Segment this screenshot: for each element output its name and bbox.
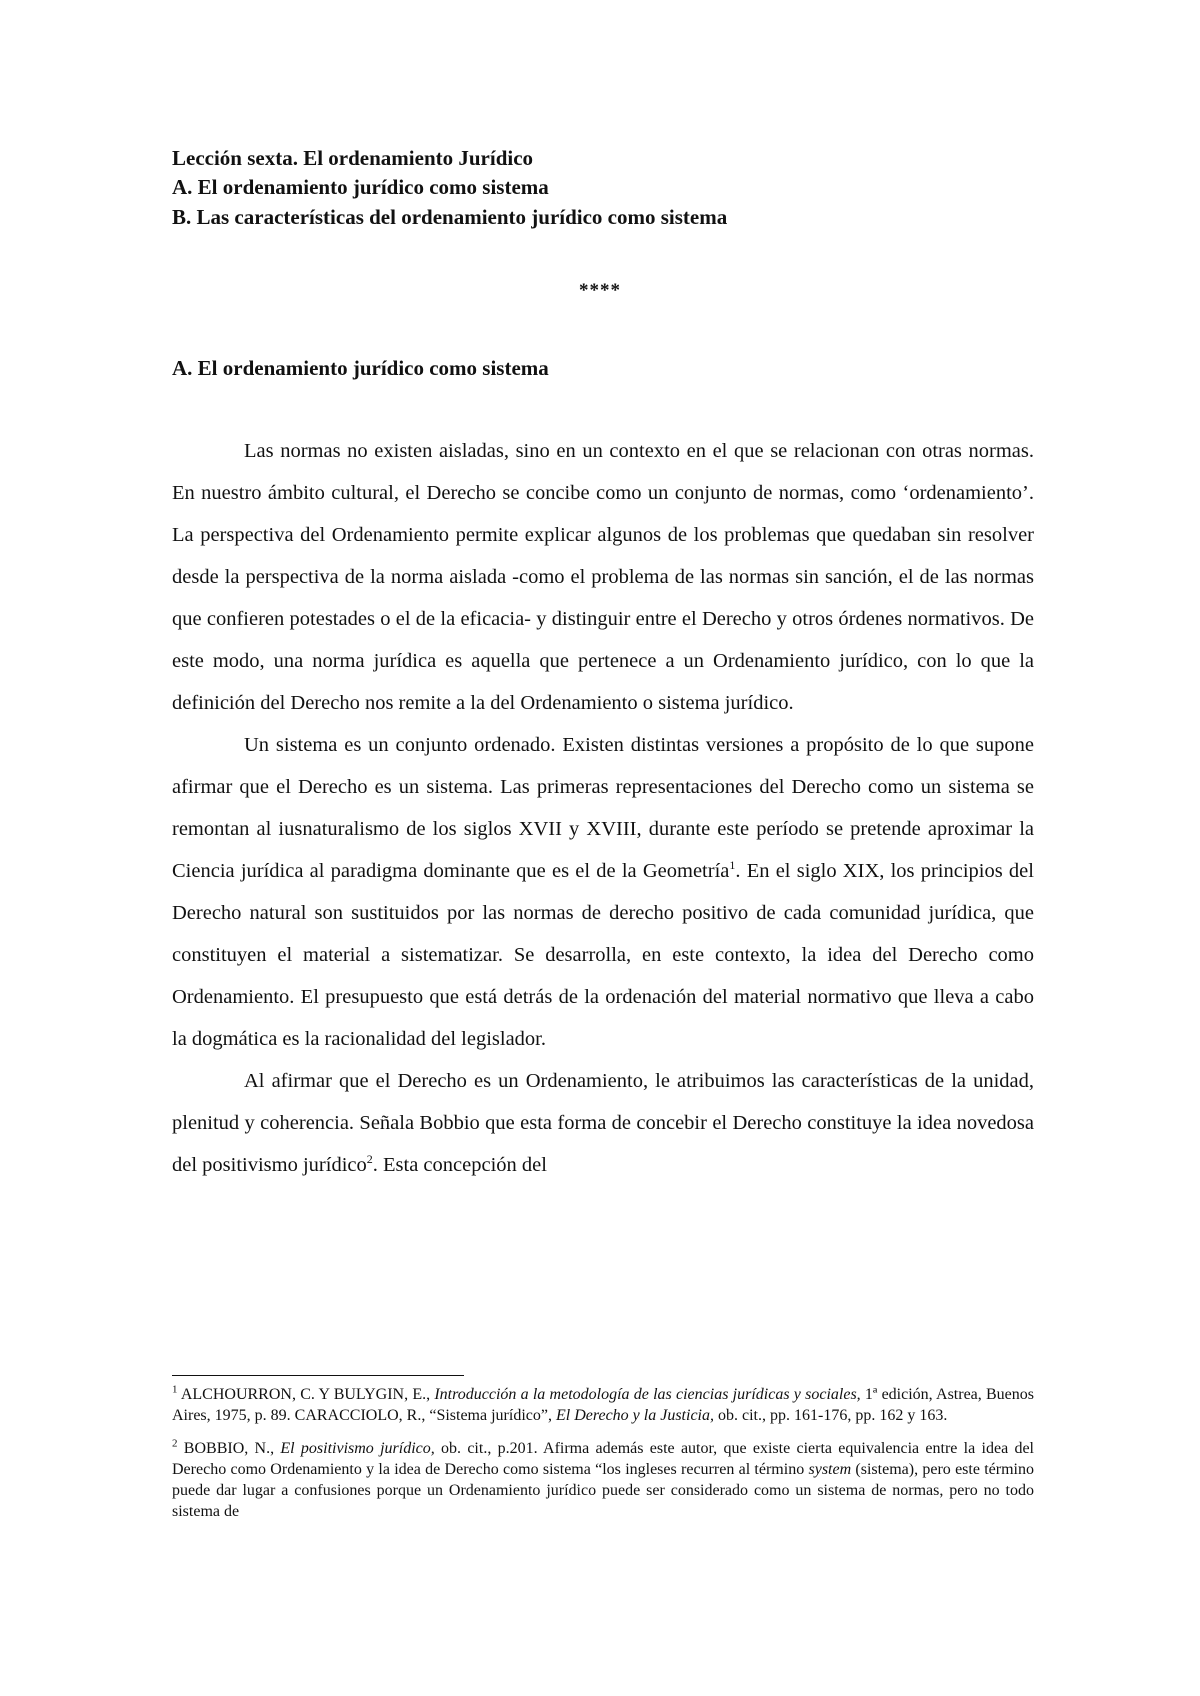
footnote-2-title-1: El positivismo jurídico, bbox=[280, 1440, 435, 1457]
footnote-2-term: system bbox=[808, 1461, 852, 1478]
section-title: A. El ordenamiento jurídico como sistema bbox=[172, 356, 549, 380]
footnote-1-text-1: ALCHOURRON, C. Y BULYGIN, E., bbox=[177, 1386, 435, 1403]
footnote-2-text-3: (sistema), pero este término puede dar lugar a confusiones porque un Ordenamiento jurídico puede ser considerado como un sistema de normas, pero no todo sistema de bbox=[172, 1461, 1035, 1520]
lesson-title: Lección sexta. El ordenamiento Jurídico bbox=[172, 146, 534, 170]
footnote-2-text-2: ob. cit., p.201. Afirma además este autor, que existe cierta equivalencia entre la idea del Derecho como Ordenamiento y la idea de Derecho como sistema “los ingleses recurren al término bbox=[172, 1440, 1035, 1478]
body-text bbox=[172, 430, 1034, 1186]
footnote-1-title-2: El Derecho y la Justicia, bbox=[555, 1407, 714, 1424]
paragraph-3-text-a: Al afirmar que el Derecho es un Ordenamiento, le atribuimos las características de la unidad, plenitud y coherencia. Señala Bobbio que esta forma de concebir el Derecho constituye la idea novedosa del positivismo jurídico bbox=[172, 1070, 1034, 1176]
paragraph-2-text-b: . En el siglo XIX, los principios del Derecho natural son sustituidos por las normas de derecho positivo de cada comunidad jurídica, que constituyen el material a sistematizar. Se desarrolla, en este contexto, la idea del Derecho como Ordenamiento. El presupuesto que está detrás de la ordenación del material normativo que lleva a cabo la dogmática es la racionalidad del legislador. bbox=[172, 860, 1034, 1050]
outline-item-b: B. Las características del ordenamiento jurídico como sistema bbox=[172, 205, 728, 229]
footnote-ref-1[interactable]: 1 bbox=[729, 858, 736, 873]
footnote-2 bbox=[172, 1438, 1034, 1522]
footnote-1-text-3: ob. cit., pp. 161-176, pp. 162 y 163. bbox=[714, 1407, 948, 1424]
footnote-1-text-2: 1ª edición, Astrea, Buenos Aires, 1975, p. 89. CARACCIOLO, R., “Sistema jurídico”, bbox=[172, 1386, 1035, 1424]
footnote-ref-2[interactable]: 2 bbox=[366, 1152, 373, 1167]
footnote-1 bbox=[172, 1384, 1034, 1426]
footnote-2-text-1: BOBBIO, N., bbox=[177, 1440, 281, 1457]
paragraph-2-text-a: Un sistema es un conjunto ordenado. Existen distintas versiones a propósito de lo que supone afirmar que el Derecho es un sistema. Las primeras representaciones del Derecho como un sistema se remontan al iusnaturalismo de los siglos XVII y XVIII, durante este período se pretende aproximar la Ciencia jurídica al paradigma dominante que es el de la Geometría bbox=[172, 734, 1034, 882]
outline-item-a: A. El ordenamiento jurídico como sistema bbox=[172, 175, 549, 199]
section-separator: **** bbox=[579, 280, 621, 301]
paragraph-3 bbox=[172, 1060, 1034, 1186]
footnote-divider bbox=[172, 1375, 464, 1376]
paragraph-3-text-b: . Esta concepción del bbox=[372, 1154, 547, 1176]
footnotes bbox=[172, 1384, 1034, 1534]
footnote-1-title-1: Introducción a la metodología de las ciencias jurídicas y sociales, bbox=[434, 1386, 861, 1403]
paragraph-1: Las normas no existen aisladas, sino en un contexto en el que se relacionan con otras normas. En nuestro ámbito cultural, el Derecho se concibe como un conjunto de normas, como ‘ordenamiento’. La perspectiva del Ordenamiento permite explicar algunos de los problemas que quedaban sin resolver desde la perspectiva de la norma aislada -como el problema de las normas sin sanción, el de las normas que confieren potestades o el de la eficacia- y distinguir entre el Derecho y otros órdenes normativos. De este modo, una norma jurídica es aquella que pertenece a un Ordenamiento jurídico, con lo que la definición del Derecho nos remite a la del Ordenamiento o sistema jurídico. bbox=[172, 440, 1034, 714]
paragraph-2 bbox=[172, 724, 1034, 1060]
footnote-1-number: 1 bbox=[172, 1383, 178, 1396]
footnote-2-number: 2 bbox=[172, 1437, 178, 1450]
